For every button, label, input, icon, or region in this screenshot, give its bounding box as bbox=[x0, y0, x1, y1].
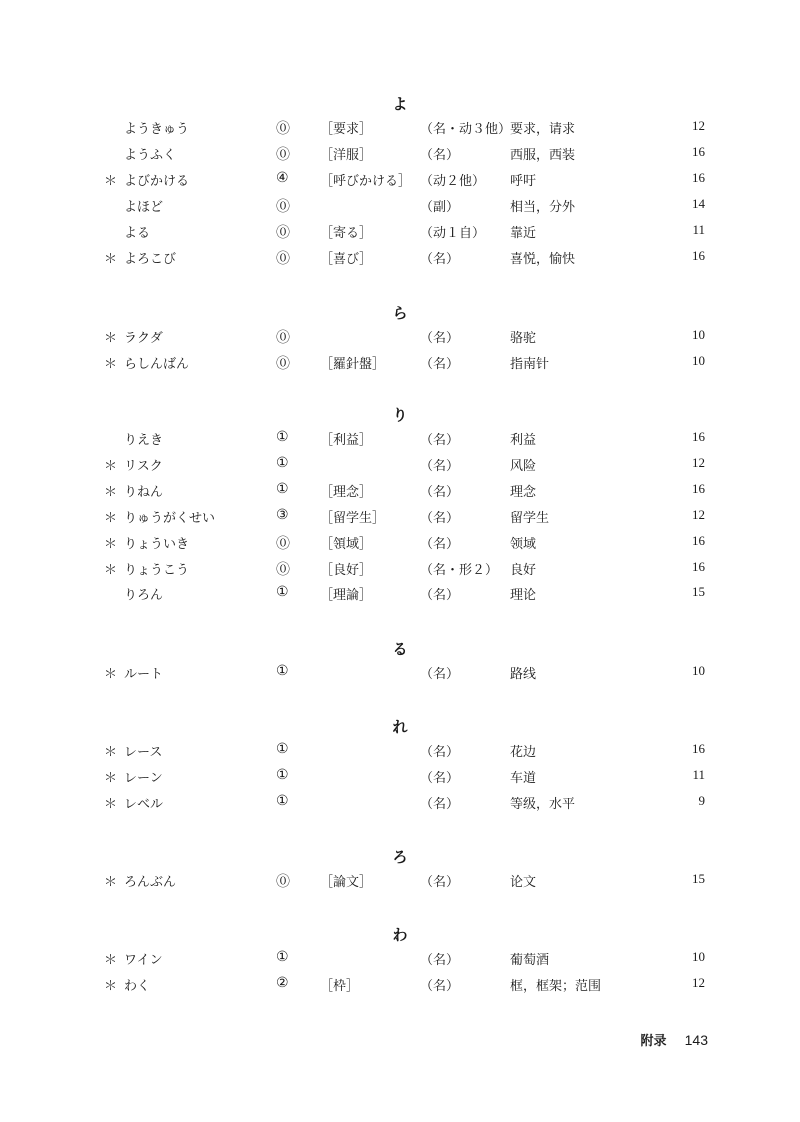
entry-accent: ⓪ bbox=[276, 535, 290, 552]
entry-star-marker: ＊ bbox=[104, 667, 118, 682]
entry-lesson-number: 15 bbox=[692, 584, 705, 600]
entry-star-marker: ＊ bbox=[104, 458, 118, 474]
entry-reading: りろん bbox=[124, 588, 164, 604]
page-number: 143 bbox=[684, 1032, 708, 1048]
entry-reading: レーン bbox=[124, 770, 163, 786]
glossary-entry bbox=[0, 738, 800, 762]
footer-label: 附录 bbox=[640, 1034, 667, 1049]
entry-kanji: ［洋服］ bbox=[320, 147, 373, 163]
glossary-entry bbox=[0, 530, 800, 554]
entry-part-of-speech: （动１自） bbox=[420, 225, 486, 241]
entry-lesson-number: 10 bbox=[692, 663, 705, 678]
entry-kanji: ［留学生］ bbox=[320, 510, 386, 526]
section-heading: よ bbox=[392, 95, 408, 113]
entry-kanji: ［喜び］ bbox=[320, 251, 373, 267]
entry-part-of-speech: （名） bbox=[420, 745, 460, 760]
entry-star-marker: ＊ bbox=[104, 875, 118, 890]
entry-part-of-speech: （名） bbox=[420, 667, 460, 682]
entry-part-of-speech: （动２他） bbox=[420, 173, 486, 189]
entry-kanji: ［領域］ bbox=[320, 536, 373, 552]
entry-meaning: 靠近 bbox=[510, 225, 537, 241]
entry-lesson-number: 12 bbox=[692, 454, 705, 470]
glossary-entry bbox=[0, 556, 800, 580]
entry-reading: りょうこう bbox=[124, 562, 190, 578]
entry-star-marker: ＊ bbox=[104, 484, 118, 500]
entry-kanji: ［理論］ bbox=[320, 588, 373, 604]
entry-part-of-speech: （副） bbox=[420, 199, 460, 215]
entry-meaning: 骆驼 bbox=[510, 331, 537, 346]
entry-meaning: 领域 bbox=[510, 536, 537, 552]
entry-reading: りゅうがくせい bbox=[124, 510, 216, 526]
entry-kanji: ［羅針盤］ bbox=[320, 356, 386, 372]
entry-accent: ② bbox=[276, 974, 289, 991]
entry-reading: レベル bbox=[124, 796, 164, 812]
entry-accent: ④ bbox=[276, 169, 289, 186]
entry-accent: ⓪ bbox=[276, 355, 290, 372]
entry-lesson-number: 10 bbox=[692, 949, 705, 964]
section-heading: れ bbox=[392, 718, 408, 736]
section-heading: ら bbox=[392, 304, 408, 322]
entry-lesson-number: 16 bbox=[692, 169, 705, 185]
entry-star-marker: ＊ bbox=[104, 770, 118, 786]
entry-part-of-speech: （名） bbox=[420, 251, 460, 267]
entry-star-marker: ＊ bbox=[104, 745, 118, 760]
entry-meaning: 利益 bbox=[510, 433, 537, 448]
glossary-entry bbox=[0, 478, 800, 502]
entry-lesson-number: 16 bbox=[692, 532, 705, 548]
glossary-entry bbox=[0, 245, 800, 269]
entry-reading: ようふく bbox=[124, 147, 177, 163]
entry-meaning: 呼吁 bbox=[510, 173, 537, 189]
entry-lesson-number: 11 bbox=[692, 766, 705, 782]
entry-kanji: ［論文］ bbox=[320, 875, 373, 890]
entry-star-marker: ＊ bbox=[104, 510, 118, 526]
glossary-entry bbox=[0, 115, 800, 139]
entry-accent: ① bbox=[276, 663, 289, 679]
entry-reading: よろこび bbox=[124, 251, 177, 267]
entry-part-of-speech: （名） bbox=[420, 770, 460, 786]
entry-lesson-number: 16 bbox=[692, 741, 705, 756]
entry-meaning: 良好 bbox=[510, 562, 537, 578]
entry-lesson-number: 14 bbox=[692, 195, 705, 211]
entry-reading: リスク bbox=[124, 458, 163, 474]
entry-part-of-speech: （名） bbox=[420, 875, 460, 890]
entry-part-of-speech: （名） bbox=[420, 433, 460, 448]
entry-part-of-speech: （名・动３他） bbox=[420, 122, 512, 137]
section-heading: ろ bbox=[392, 848, 408, 866]
entry-accent: ③ bbox=[276, 506, 289, 523]
entry-meaning: 框，框架；范围 bbox=[510, 978, 602, 994]
entry-star-marker: ＊ bbox=[104, 173, 118, 189]
section-heading: り bbox=[392, 406, 408, 424]
entry-part-of-speech: （名） bbox=[420, 484, 460, 500]
entry-star-marker: ＊ bbox=[104, 978, 118, 994]
entry-meaning: 理论 bbox=[510, 588, 537, 604]
entry-star-marker: ＊ bbox=[104, 562, 118, 578]
glossary-entry bbox=[0, 350, 800, 374]
entry-kanji: ［利益］ bbox=[320, 433, 373, 448]
section-heading: る bbox=[392, 640, 408, 658]
entry-meaning: 等级，水平 bbox=[510, 796, 576, 812]
glossary-entry bbox=[0, 764, 800, 788]
entry-lesson-number: 16 bbox=[692, 429, 705, 444]
glossary-entry bbox=[0, 193, 800, 217]
glossary-entry bbox=[0, 219, 800, 243]
glossary-entry bbox=[0, 660, 800, 684]
entry-part-of-speech: （名） bbox=[420, 588, 460, 604]
section-heading: わ bbox=[392, 926, 408, 944]
entry-reading: りえき bbox=[124, 433, 164, 448]
entry-reading: レース bbox=[124, 745, 163, 760]
entry-part-of-speech: （名） bbox=[420, 331, 460, 346]
entry-part-of-speech: （名） bbox=[420, 458, 460, 474]
entry-accent: ⓪ bbox=[276, 146, 290, 163]
entry-star-marker: ＊ bbox=[104, 331, 118, 346]
entry-star-marker: ＊ bbox=[104, 536, 118, 552]
entry-part-of-speech: （名） bbox=[420, 536, 460, 552]
entry-meaning: 风险 bbox=[510, 458, 537, 474]
entry-meaning: 留学生 bbox=[510, 510, 550, 526]
entry-reading: よる bbox=[124, 225, 151, 241]
entry-accent: ① bbox=[276, 792, 289, 809]
entry-reading: よびかける bbox=[124, 173, 190, 189]
glossary-entry bbox=[0, 868, 800, 892]
entry-lesson-number: 15 bbox=[692, 871, 705, 886]
entry-accent: ① bbox=[276, 480, 289, 497]
glossary-entry bbox=[0, 581, 800, 605]
entry-accent: ⓪ bbox=[276, 561, 290, 578]
page-footer bbox=[640, 1030, 708, 1049]
entry-reading: らしんばん bbox=[124, 356, 190, 372]
entry-accent: ① bbox=[276, 429, 289, 445]
entry-meaning: 车道 bbox=[510, 770, 537, 786]
entry-kanji: ［理念］ bbox=[320, 484, 373, 500]
entry-accent: ⓪ bbox=[276, 224, 290, 241]
glossary-entry bbox=[0, 141, 800, 165]
entry-kanji: ［寄る］ bbox=[320, 225, 373, 241]
entry-part-of-speech: （名） bbox=[420, 953, 460, 968]
entry-part-of-speech: （名） bbox=[420, 356, 460, 372]
entry-lesson-number: 11 bbox=[692, 221, 705, 237]
entry-lesson-number: 16 bbox=[692, 143, 705, 159]
entry-reading: りねん bbox=[124, 484, 164, 500]
entry-part-of-speech: （名） bbox=[420, 796, 460, 812]
entry-kanji: ［良好］ bbox=[320, 562, 373, 578]
entry-reading: ルート bbox=[124, 667, 164, 682]
entry-lesson-number: 10 bbox=[692, 352, 705, 368]
entry-lesson-number: 12 bbox=[692, 974, 705, 990]
entry-meaning: 论文 bbox=[510, 875, 537, 890]
entry-kanji: ［枠］ bbox=[320, 978, 360, 994]
entry-meaning: 路线 bbox=[510, 667, 537, 682]
entry-reading: ラクダ bbox=[124, 331, 163, 346]
entry-reading: ろんぶん bbox=[124, 875, 177, 890]
glossary-entry bbox=[0, 972, 800, 996]
entry-meaning: 花边 bbox=[510, 745, 537, 760]
entry-reading: ようきゅう bbox=[124, 122, 190, 137]
entry-lesson-number: 12 bbox=[692, 506, 705, 522]
entry-accent: ⓪ bbox=[276, 121, 290, 137]
entry-accent: ① bbox=[276, 949, 289, 965]
entry-part-of-speech: （名・形２） bbox=[420, 562, 499, 578]
entry-accent: ① bbox=[276, 741, 289, 757]
entry-reading: ワイン bbox=[124, 953, 163, 968]
entry-kanji: ［呼びかける］ bbox=[320, 173, 412, 189]
entry-reading: よほど bbox=[124, 199, 164, 215]
entry-meaning: 葡萄酒 bbox=[510, 953, 550, 968]
entry-star-marker: ＊ bbox=[104, 251, 118, 267]
entry-lesson-number: 12 bbox=[692, 118, 705, 133]
entry-reading: りょういき bbox=[124, 536, 190, 552]
glossary-entry bbox=[0, 504, 800, 528]
entry-part-of-speech: （名） bbox=[420, 978, 460, 994]
entry-part-of-speech: （名） bbox=[420, 147, 460, 163]
entry-accent: ⓪ bbox=[276, 250, 290, 267]
entry-accent: ① bbox=[276, 766, 289, 783]
entry-meaning: 相当，分外 bbox=[510, 199, 576, 215]
glossary-entry bbox=[0, 790, 800, 814]
entry-accent: ⓪ bbox=[276, 330, 290, 346]
entry-meaning: 喜悦，愉快 bbox=[510, 251, 576, 267]
entry-accent: ⓪ bbox=[276, 198, 290, 215]
entry-star-marker: ＊ bbox=[104, 796, 118, 812]
entry-meaning: 西服，西装 bbox=[510, 147, 576, 163]
entry-lesson-number: 10 bbox=[692, 327, 705, 342]
entry-star-marker: ＊ bbox=[104, 953, 118, 968]
entry-reading: わく bbox=[124, 978, 151, 994]
glossary-entry bbox=[0, 324, 800, 348]
entry-lesson-number: 16 bbox=[692, 558, 705, 574]
entry-accent: ① bbox=[276, 454, 289, 471]
entry-lesson-number: 16 bbox=[692, 247, 705, 263]
entry-accent: ① bbox=[276, 584, 289, 601]
entry-star-marker: ＊ bbox=[104, 356, 118, 372]
entry-kanji: ［要求］ bbox=[320, 122, 373, 137]
glossary-entry bbox=[0, 167, 800, 191]
glossary-entry bbox=[0, 426, 800, 450]
glossary-entry bbox=[0, 946, 800, 970]
entry-meaning: 要求，请求 bbox=[510, 122, 576, 137]
entry-accent: ⓪ bbox=[276, 874, 290, 890]
entry-lesson-number: 16 bbox=[692, 480, 705, 496]
entry-meaning: 指南针 bbox=[510, 356, 550, 372]
entry-part-of-speech: （名） bbox=[420, 510, 460, 526]
entry-meaning: 理念 bbox=[510, 484, 537, 500]
glossary-entry bbox=[0, 452, 800, 476]
entry-lesson-number: 9 bbox=[698, 792, 705, 808]
